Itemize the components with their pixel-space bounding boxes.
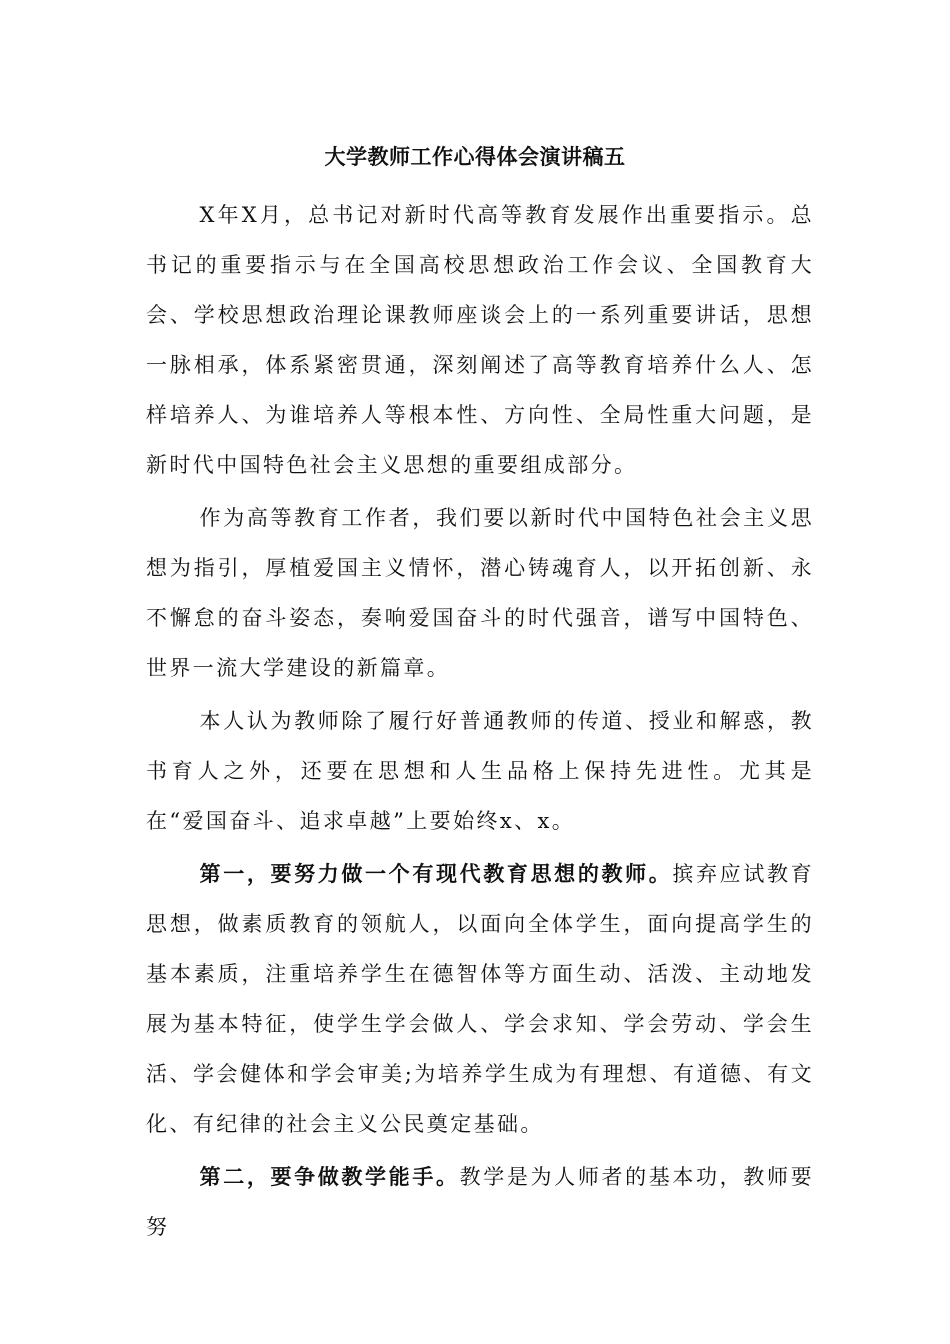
paragraph-2-text: 作为高等教育工作者，我们要以新时代中国特色社会主义思想为指引，厚植爱国主义情怀，潜心铸魂育人，以开拓创新、永不懈怠的奋斗姿态，奏响爱国奋斗的时代强音，谱写中国特色、世界一流大学建设的新篇章。 <box>146 506 814 680</box>
paragraph-5-text: 教学是为人师者的基本功，教师要努 <box>146 1165 814 1239</box>
paragraph-3-text: 本人认为教师除了履行好普通教师的传道、授业和解惑，教书育人之外，还要在思想和人生品格上保持先进性。尤其是在“爱国奋斗、追求卓越”上要始终x、x。 <box>146 709 814 833</box>
paragraph-5-lead: 第二，要争做教学能手。 <box>199 1164 460 1189</box>
paragraph-3 <box>146 696 814 846</box>
paragraph-1 <box>146 190 814 490</box>
document-body <box>146 190 814 1252</box>
paragraph-4 <box>146 849 814 1149</box>
paragraph-1-text: X年X月，总书记对新时代高等教育发展作出重要指示。总书记的重要指示与在全国高校思想政治工作会议、全国教育大会、学校思想政治理论课教师座谈会上的一系列重要讲话，思想一脉相承，体系紧密贯通，深刻阐述了高等教育培养什么人、怎样培养人、为谁培养人等根本性、方向性、全局性重大问题，是新时代中国特色社会主义思想的重要组成部分。 <box>146 203 814 477</box>
document-title: 大学教师工作心得体会演讲稿五 <box>324 144 626 169</box>
paragraph-2 <box>146 493 814 693</box>
paragraph-4-lead: 第一，要努力做一个有现代教育思想的教师。 <box>199 861 673 886</box>
paragraph-4-text: 摈弃应试教育思想，做素质教育的领航人，以面向全体学生，面向提高学生的基本素质，注重培养学生在德智体等方面生动、活泼、主动地发展为基本特征，使学生学会做人、学会求知、学会劳动、学会生活、学会健体和学会审美;为培养学生成为有理想、有道德、有文化、有纪律的社会主义公民奠定基础。 <box>146 862 814 1136</box>
paragraph-5 <box>146 1152 814 1252</box>
